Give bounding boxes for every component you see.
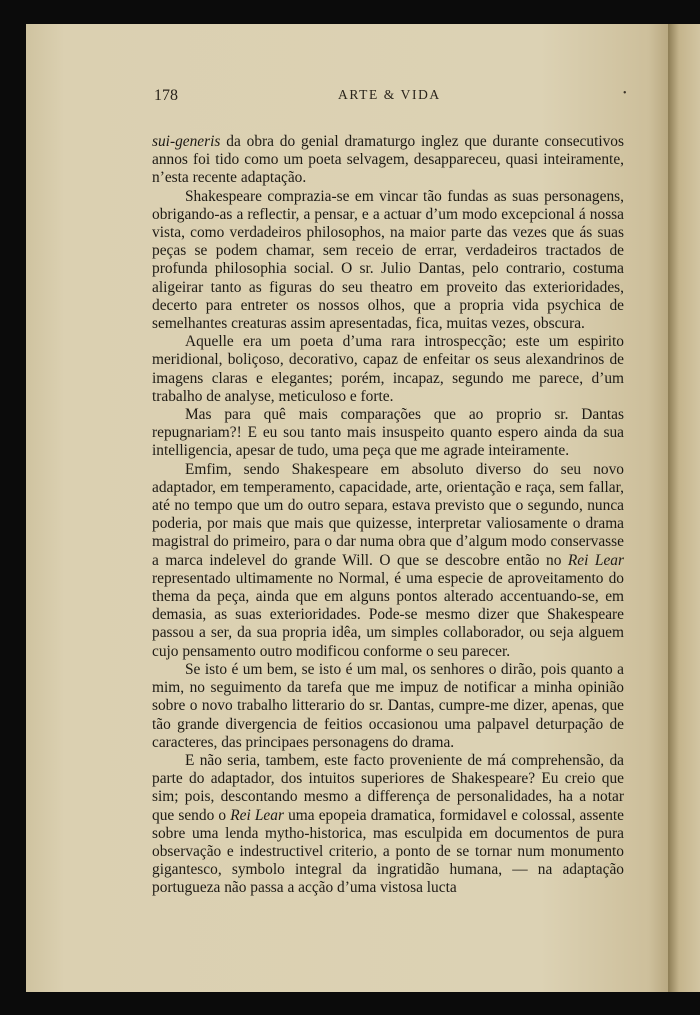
paragraph xyxy=(152,461,624,661)
page-number: 178 xyxy=(154,87,178,104)
text-segment: sui-generis xyxy=(152,133,221,150)
text-segment: Emfim, sendo Shakespeare em absoluto diverso do seu novo adaptador, em temperamento, capacidade, arte, orientação e raça, sem fallar, até no tempo que um do outro separa, estava previsto que o segundo, nunca poderia, por mais que mais que quizesse, interpretar valiosamente o drama magistral do primeiro, para o dar numa obra que d’algum modo conservasse a marca indelevel do grande Will. O que se descobre então no xyxy=(152,460,624,569)
paragraph xyxy=(152,188,624,334)
text-segment: representado ultimamente no Normal, é uma especie de aproveitamento do thema da peça, ainda que em alguns pontos alterado accentuando-se, em demasia, as suas exterioridades. Pode-se mesmo dizer que Shakespeare passou a ser, da sua propria idêa, um simples collaborador, ou seja alguem cujo pensamento outro modificou conforme o seu parecer. xyxy=(152,569,624,660)
paragraph xyxy=(152,752,624,898)
paragraph xyxy=(152,133,624,188)
running-head: ARTE & VIDA xyxy=(338,87,441,102)
facing-page-edge xyxy=(668,24,700,992)
paragraph xyxy=(152,661,624,752)
corner-mark: • xyxy=(623,88,627,99)
text-segment: Shakespeare comprazia-se em vincar tão fundas as suas personagens, obrigando-as a reflectir, a pensar, e a actuar d’um modo excepcional á nossa vista, como verdadeiros philosophos, na maior parte das vezes que ás suas peças se podem chamar, sem receio de errar, verdadeiros tractados de profunda philosophia social. O sr. Julio Dantas, pelo contrario, costuma aligeirar tanto as figuras do seu theatro em proveito das exterioridades, decerto para entreter os nossos olhos, que a propria vida psychica de semelhantes creaturas assim apresentadas, fica, muitas vezes, obscura. xyxy=(152,187,624,333)
text-segment: Se isto é um bem, se isto é um mal, os senhores o dirão, pois quanto a mim, no seguimento da tarefa que me impuz de notificar a minha opinião sobre o novo trabalho litterario do sr. Dantas, cumpre-me dizer, apenas, que tão grande divergencia de feitios occasionou uma palpavel deturpação de caracteres, das principaes personagens do drama. xyxy=(152,660,624,751)
text-segment: uma epopeia dramatica, formidavel e colossal, assente sobre uma lenda mytho-historica, mas esculpida em documentos de pura observação e indestructivel criterio, a ponto de se tornar num monumento gigantesco, symbolo integral da ingratidão humana, — na adaptação portugueza não passa a acção d’uma vistosa lucta xyxy=(152,806,624,897)
text-segment: Rei Lear xyxy=(230,806,284,824)
text-segment: da obra do genial dramaturgo inglez que durante consecutivos annos foi tido como um poeta selvagem, desappareceu, quasi inteiramente, n’esta recente adaptação. xyxy=(152,133,624,187)
paragraph xyxy=(152,333,624,406)
text-segment: E não seria, tambem, este facto proveniente de má comprehensão, da parte do adaptador, dos intuitos superiores de Shakespeare? Eu creio que sim; pois, descontando mesmo a differença de personalidades, ha a notar que sendo o xyxy=(152,751,624,824)
text-segment: Aquelle era um poeta d’uma rara introspecção; este um espirito meridional, boliçoso, decorativo, capaz de enfeitar os seus alexandrinos de imagens claras e elegantes; porém, incapaz, segundo me parece, d’um trabalho de analyse, meticuloso e forte. xyxy=(152,333,624,405)
text-segment: Mas para quê mais comparações que ao proprio sr. Dantas repugnariam?! E eu sou tanto mais insuspeito quanto espero ainda da sua intelligencia, apesar de tudo, uma peça que me agrade inteiramente. xyxy=(152,406,624,460)
paragraph xyxy=(152,406,624,461)
body-text xyxy=(152,133,624,898)
text-segment: Rei Lear xyxy=(567,551,624,569)
